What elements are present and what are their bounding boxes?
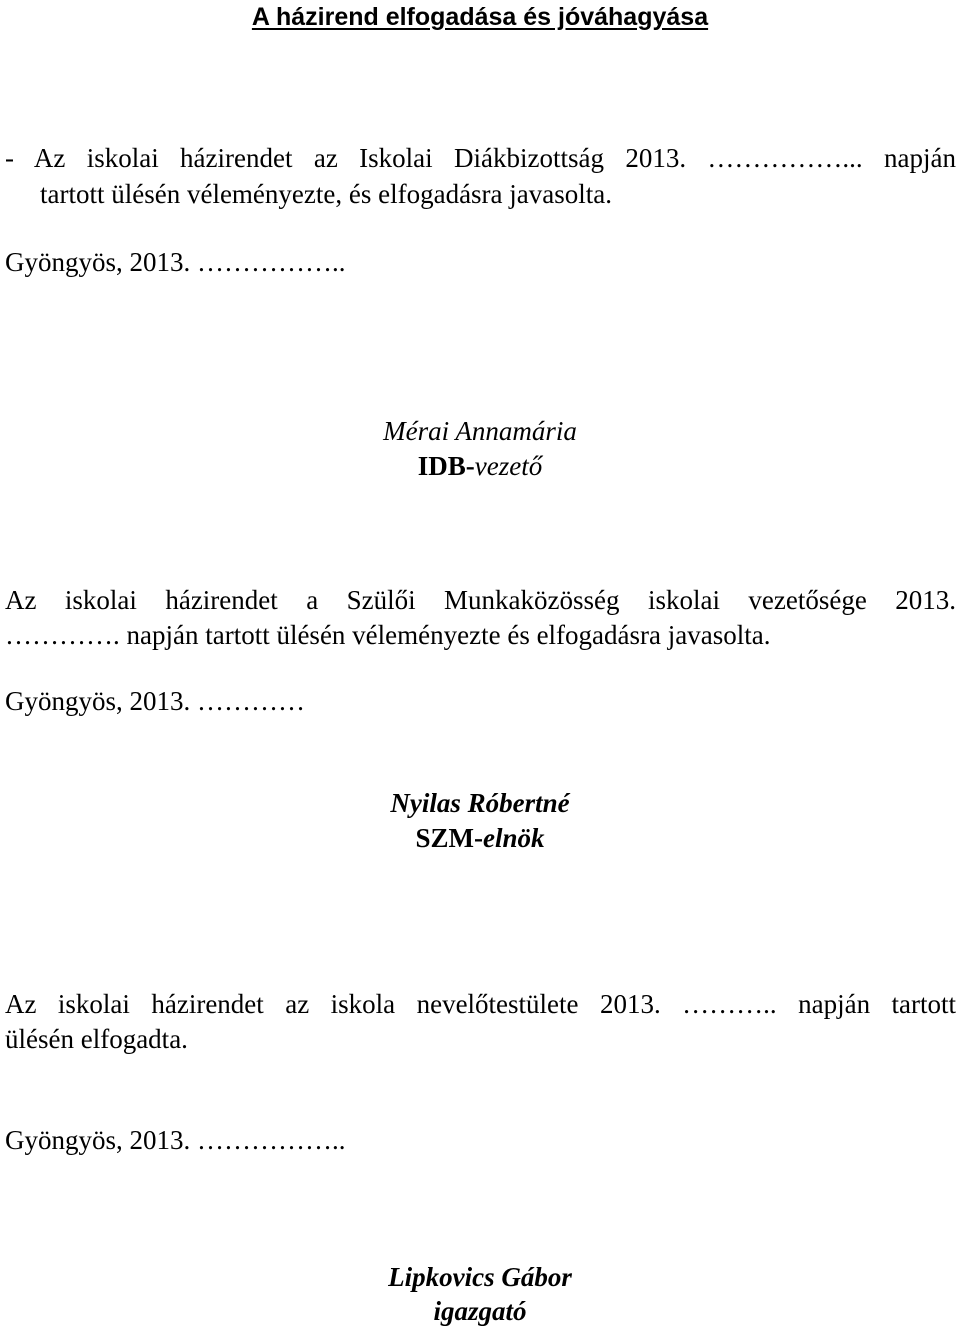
section1-signer-role-prefix: IDB- bbox=[417, 451, 475, 481]
section1-signer-role bbox=[0, 449, 960, 483]
section2-signer-name: Nyilas Róbertné bbox=[390, 788, 570, 818]
section2-place-date: Gyöngyös, 2013. ………… bbox=[5, 686, 306, 716]
section3-text-line2: ülésén elfogadta. bbox=[5, 1024, 188, 1054]
section2-signer-role-prefix: SZM- bbox=[415, 823, 483, 853]
section3-place-date: Gyöngyös, 2013. …………….. bbox=[5, 1125, 346, 1155]
section1-text-line2: tartott ülésén véleményezte, és elfogadásra javasolta. bbox=[40, 179, 612, 209]
section2-signer-role-suffix: elnök bbox=[482, 823, 545, 853]
section3-signer-name: Lipkovics Gábor bbox=[388, 1262, 572, 1292]
page-title: A házirend elfogadása és jóváhagyása bbox=[251, 3, 709, 31]
section3-signer-role: igazgató bbox=[433, 1296, 527, 1326]
section3-text-line1: Az iskolai házirendet az iskola nevelőtestülete 2013. ……….. napján tartott bbox=[5, 989, 956, 1019]
section2-signer-role bbox=[0, 821, 960, 855]
section2-text-line2: …………. napján tartott ülésén véleményezte és elfogadásra javasolta. bbox=[5, 620, 771, 650]
section1-signer-role-suffix: vezető bbox=[474, 451, 543, 481]
section1-place-date: Gyöngyös, 2013. …………….. bbox=[5, 247, 346, 277]
section1-signer-name: Mérai Annamária bbox=[383, 416, 577, 446]
section1-text-line1: - Az iskolai házirendet az Iskolai Diákbizottság 2013. ……………... napján bbox=[5, 143, 956, 173]
section2-text-line1: Az iskolai házirendet a Szülői Munkaközösség iskolai vezetősége 2013. bbox=[5, 585, 956, 615]
